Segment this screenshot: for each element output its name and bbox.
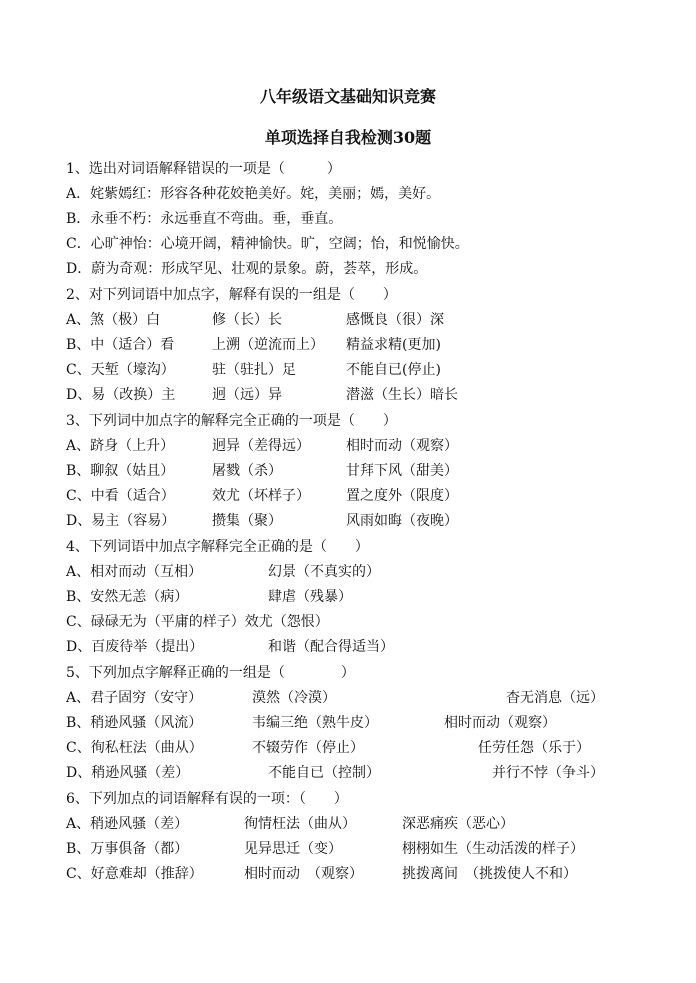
option-cell: 甘拜下风（甜美） bbox=[346, 463, 458, 479]
question-stem: 3、下列词中加点字的解释完全正确的一项是（ ） bbox=[66, 413, 397, 429]
option-cell: A、跻身（上升） bbox=[66, 438, 175, 454]
option-cell: 不能自已(停止) bbox=[346, 362, 441, 378]
option-cell: 迥异（差得远） bbox=[212, 438, 310, 454]
question-stem: 4、下列词语中加点字解释完全正确的是（ ） bbox=[66, 539, 369, 555]
option-cell: 相时而动（观察） bbox=[346, 438, 458, 454]
option-cell: A、煞（极）白 bbox=[66, 312, 161, 328]
option-cell: B、稍逊风骚（风流） bbox=[66, 715, 203, 731]
option-cell: 潜滋（生长）暗长 bbox=[346, 387, 458, 403]
option-cell: B、万事俱备（都） bbox=[66, 841, 189, 857]
option-cell: 任劳任怨（乐于） bbox=[478, 740, 590, 756]
option-cell: C、徇私枉法（曲从） bbox=[66, 740, 203, 756]
option-cell: 杳无消息（远） bbox=[506, 690, 604, 706]
question-stem: 6、下列加点的词语解释有误的一项：（ ） bbox=[66, 791, 348, 807]
option-cell: 徇情枉法（曲从） bbox=[244, 816, 356, 832]
option-cell: 幻景（不真实的） bbox=[268, 564, 380, 580]
question-stem: 1、选出对词语解释错误的一项是（ ） bbox=[66, 161, 341, 177]
option-cell: C、好意难却（推辞） bbox=[66, 866, 203, 882]
question-stem: 5、下列加点字解释正确的一组是（ ） bbox=[66, 665, 355, 681]
option-cell: 不能自已（控制） bbox=[268, 765, 380, 781]
option-cell: 栩栩如生（生动活泼的样子） bbox=[402, 841, 584, 857]
page-title: 八年级语文基础知识竞赛 bbox=[259, 87, 436, 106]
option-cell: 相时而动 （观察） bbox=[244, 866, 363, 882]
option-cell: C、碌碌无为（平庸的样子）效尤（怨恨） bbox=[66, 614, 329, 630]
option-cell: 和谐（配合得适当） bbox=[268, 639, 394, 655]
option-cell: 攒集（聚） bbox=[212, 513, 282, 529]
option-cell: B、聊叙（姑且） bbox=[66, 463, 175, 479]
option-cell: 挑拨离间 （挑拨使人不和） bbox=[402, 866, 577, 882]
option-cell: B、安然无恙（病） bbox=[66, 589, 189, 605]
option-cell: 韦编三绝（熟牛皮） bbox=[252, 715, 378, 731]
option-cell: A、稍逊风骚（差） bbox=[66, 816, 189, 832]
option-cell: A、君子固穷（安守） bbox=[66, 690, 203, 706]
option-line: D．蔚为奇观：形成罕见、壮观的景象。蔚，荟萃，形成。 bbox=[66, 261, 428, 277]
option-cell: 驻（驻扎）足 bbox=[212, 362, 296, 378]
option-cell: D、百废待举（提出） bbox=[66, 639, 204, 655]
option-line: C．心旷神怡：心境开阔，精神愉快。旷，空阔；怡，和悦愉快。 bbox=[66, 236, 469, 252]
option-cell: C、天堑（壕沟） bbox=[66, 362, 175, 378]
option-cell: 迥（远）异 bbox=[212, 387, 282, 403]
option-cell: 修（长）长 bbox=[212, 312, 282, 328]
option-cell: D、稍逊风骚（差） bbox=[66, 765, 190, 781]
option-line: A．姹紫嫣红：形容各种花姣艳美好。姹，美丽；嫣，美好。 bbox=[66, 186, 441, 202]
option-cell: 不辍劳作（停止） bbox=[252, 740, 364, 756]
option-cell: D、易主（容易） bbox=[66, 513, 176, 529]
option-cell: 深恶痛疾（恶心） bbox=[402, 816, 514, 832]
option-line: B．永垂不朽：永远垂直不弯曲。垂，垂直。 bbox=[66, 211, 343, 227]
option-cell: A、相对而动（互相） bbox=[66, 564, 203, 580]
option-cell: 上溯（逆流而上） bbox=[212, 337, 324, 353]
page-subtitle: 单项选择自我检测30题 bbox=[264, 128, 432, 147]
option-cell: 屠戮（杀） bbox=[212, 463, 282, 479]
question-stem: 2、对下列词语中加点字，解释有误的一组是（ ） bbox=[66, 287, 397, 303]
option-cell: 效尤（坏样子） bbox=[212, 488, 310, 504]
option-cell: 肆虐（残暴） bbox=[268, 589, 352, 605]
option-cell: 并行不悖（争斗） bbox=[492, 765, 604, 781]
option-cell: 风雨如晦（夜晚） bbox=[346, 513, 458, 529]
option-cell: 精益求精(更加) bbox=[346, 337, 441, 353]
option-cell: B、中（适合）看 bbox=[66, 337, 175, 353]
option-cell: 漠然（冷漠） bbox=[252, 690, 336, 706]
option-cell: 置之度外（限度） bbox=[346, 488, 458, 504]
option-cell: 相时而动（观察） bbox=[444, 715, 556, 731]
option-cell: C、中看（适合） bbox=[66, 488, 175, 504]
option-cell: 感慨良（很）深 bbox=[346, 312, 444, 328]
option-cell: 见异思迁（变） bbox=[244, 841, 342, 857]
option-cell: D、易（改换）主 bbox=[66, 387, 176, 403]
